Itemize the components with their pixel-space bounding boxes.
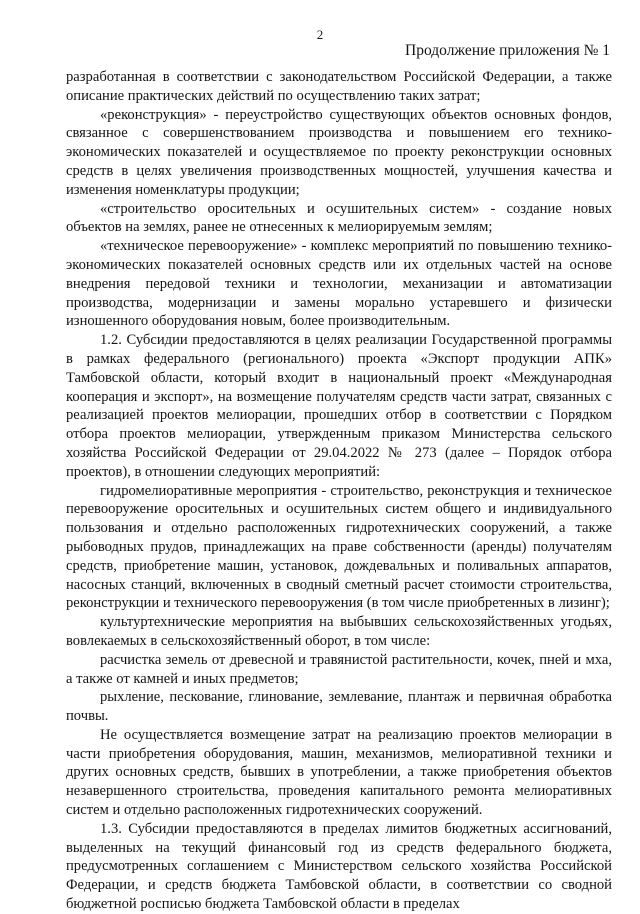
paragraph: «реконструкция» - переустройство существующих объектов основных фондов, связанное с совершенствованием производства и повышением его технико-экономических показателей и осуществляемое по проекту реконструкции основных средств в целях увеличения производственных мощностей, улучшения качества и изменения номенклатуры продукции; — [66, 106, 612, 198]
paragraph: разработанная в соответствии с законодательством Российской Федерации, а также описание практических действий по осуществлению таких затрат; — [66, 69, 612, 104]
paragraph: «строительство оросительных и осушительных систем» - создание новых объектов на землях, ранее не отнесенных к мелиорируемым землям; — [66, 200, 612, 236]
paragraph: Не осуществляется возмещение затрат на реализацию проектов мелиорации в части приобретения оборудования, машин, механизмов, мелиоративной техники и других основных средств, бывших в употреблении, а также приобретения объектов незавершенного строительства, проведения капитального ремонта мелиоративных систем и отдельно расположенных гидротехнических сооружений. — [66, 726, 612, 819]
paragraph: культуртехнические мероприятия на выбывших сельскохозяйственных угодьях, вовлекаемых в сельскохозяйственный оборот, в том числе: — [66, 614, 612, 649]
page-number: 2 — [316, 27, 324, 42]
paragraph: 1.2. Субсидии предоставляются в целях реализации Государственной программы в рамках федерального (регионального) проекта «Экспорт продукции АПК» Тамбовской области, который входит в национальный проект «Международная кооперация и экспорт», на возмещение получателям средств части затрат, связанных с реализацией проектов мелиорации, прошедших отбор в соответствии с Порядком отбора проектов мелиорации, утвержденным приказом Министерства сельского хозяйства Российской Федерации от 29.04.2022 № 273 (далее – Порядок отбора проектов), в отношении следующих мероприятий: — [66, 332, 612, 480]
paragraph: 1.3. Субсидии предоставляются в пределах лимитов бюджетных ассигнований, выделенных на текущий финансовый год из средств федерального бюджета, предусмотренных соглашением с Министерством сельского хозяйства Российской Федерации, и средств бюджета Тамбовской области, в соответствии со сводной бюджетной росписью бюджета Тамбовской области в пределах — [66, 820, 612, 913]
document-body — [66, 68, 612, 914]
appendix-label: Продолжение приложения № 1 — [405, 42, 610, 59]
paragraph: «техническое перевооружение» - комплекс мероприятий по повышению технико-экономических показателей основных средств или их отдельных частей на основе внедрения передовой техники и технологии, механизации и автоматизации производства, модернизации и замены морально устаревшего и физически изношенного оборудования новым, более производительным. — [66, 238, 612, 330]
paragraph: рыхление, пескование, глинование, землевание, плантаж и первичная обработка почвы. — [66, 689, 612, 725]
paragraph: расчистка земель от древесной и травянистой растительности, кочек, пней и мха, а также от камней и иных предметов; — [66, 651, 612, 687]
paragraph: гидромелиоративные мероприятия - строительство, реконструкция и техническое перевооружение оросительных и осушительных систем общего и индивидуального пользования и отдельно расположенных гидротехнических сооружений, а также рыбоводных прудов, принадлежащих на праве собственности (аренды) получателям средств, приобретение машин, установок, дождевальных и поливальных аппаратов, насосных станций, включенных в сводный сметный расчет стоимости строительства, реконструкции и технического перевооружения (в том числе приобретенных в лизинг); — [66, 482, 612, 612]
